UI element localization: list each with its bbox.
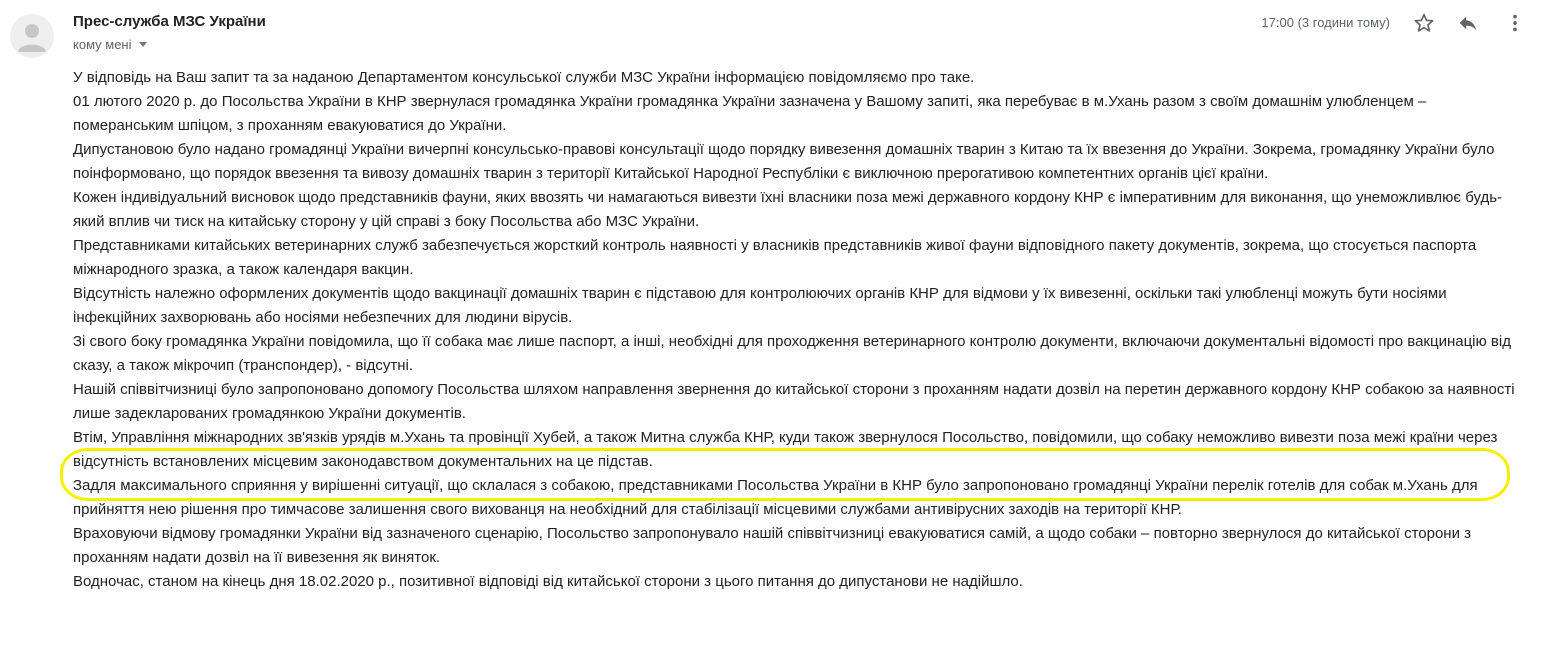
more-options-button[interactable] bbox=[1503, 11, 1527, 35]
recipient-details-toggle[interactable] bbox=[73, 37, 147, 52]
highlighted-paragraph: Втім, Управління міжнародних зв'язків урядів м.Ухань та провінції Хубей, а також Митна служба КНР, куди також звернулося Посольство, повідомили, що собаку неможливо вивезти поза межі країни через відсутність встановлених місцевим законодавством документальних на це підстав. bbox=[73, 429, 1498, 470]
reply-button[interactable] bbox=[1456, 11, 1480, 35]
more-vert-icon bbox=[1504, 12, 1526, 34]
email-body bbox=[73, 66, 1528, 594]
body-paragraph: Відсутність належно оформлених документів щодо вакцинації домашніх тварин є підставою для контролюючих органів КНР для відмови у їх вивезенні, оскільки такі улюбленці можуть бути носіями інфекційних захворювань або носіями небезпечних для людини вірусів. bbox=[73, 285, 1447, 326]
person-icon bbox=[10, 14, 54, 58]
sender-avatar[interactable] bbox=[10, 14, 54, 58]
body-paragraph: Зі свого боку громадянка України повідомила, що її собака має лише паспорт, а інші, необхідні для проходження ветеринарного контролю документи, включаючи документальні відомості про вакцинацію від сказу, а також мікрочип (транспондер), - відсутні. bbox=[73, 333, 1511, 374]
body-paragraph: Враховуючи відмову громадянки України від зазначеного сценарію, Посольство запропонувало нашій співвітчизниці евакуюватися самій, а щодо собаки – повторно звернулося до китайської сторони з проханням надати дозвіл на її вивезення як виняток. bbox=[73, 525, 1472, 566]
star-icon bbox=[1413, 12, 1435, 34]
body-paragraph: Нашій співвітчизниці було запропоновано допомогу Посольства шляхом направлення звернення до китайської сторони з проханням надати дозвіл на перетин державного кордону КНР собакою за наявності лише задекларованих громадянкою України документів. bbox=[73, 381, 1515, 422]
reply-icon bbox=[1457, 12, 1479, 34]
sender-name[interactable]: Прес-служба МЗС України bbox=[73, 13, 266, 30]
star-button[interactable] bbox=[1412, 11, 1436, 35]
body-paragraph: Дипустановою було надано громадянці України вичерпні консульсько-правові консультації щодо порядку вивезення домашніх тварин з Китаю та їх ввезення до України. Зокрема, громадянку України було поінформовано, що порядок ввезення та вивозу домашніх тварин з території Китайської Народної Республіки є виключною прерогативою компетентних органів цієї країни. bbox=[73, 141, 1495, 182]
body-paragraph: Кожен індивідуальний висновок щодо представників фауни, яких ввозять чи намагаються вивезти їхні власники поза межі державного кордону КНР є імперативним для виконання, що унеможливлює будь-який вплив чи тиск на китайську сторону у цій справі з боку Посольства або МЗС України. bbox=[73, 189, 1503, 230]
body-paragraph: Водночас, станом на кінець дня 18.02.2020 р., позитивної відповіді від китайської сторони з цього питання до дипустанови не надійшло. bbox=[73, 573, 1023, 590]
body-paragraph: У відповідь на Ваш запит та за наданою Департаментом консульської служби МЗС України інформацією повідомляємо про таке. bbox=[73, 69, 975, 86]
recipient-label: кому мені bbox=[73, 37, 132, 52]
chevron-down-icon bbox=[139, 42, 147, 47]
message-timestamp: 17:00 (3 години тому) bbox=[1261, 15, 1390, 30]
body-paragraph: 01 лютого 2020 р. до Посольства України в КНР звернулася громадянка України громадянка України зазначена у Вашому запиті, яка перебуває в м.Ухань разом з своїм домашнім улюбленцем – померанським шпіцом, з проханням евакуюватися до України. bbox=[73, 93, 1427, 134]
body-paragraph: Задля максимального сприяння у вирішенні ситуації, що склалася з собакою, представниками Посольства України в КНР було запропоновано громадянці України перелік готелів для собак м.Ухань для прийняття нею рішення про тимчасове залишення свого вихованця на необхідний для стабілізації місцевими службами антивірусних заходів на території КНР. bbox=[73, 477, 1478, 518]
body-paragraph: Представниками китайських ветеринарних служб забезпечується жорсткий контроль наявності у власників представників живої фауни відповідного пакету документів, зокрема, що стосується паспорта міжнародного зразка, а також календаря вакцин. bbox=[73, 237, 1477, 278]
